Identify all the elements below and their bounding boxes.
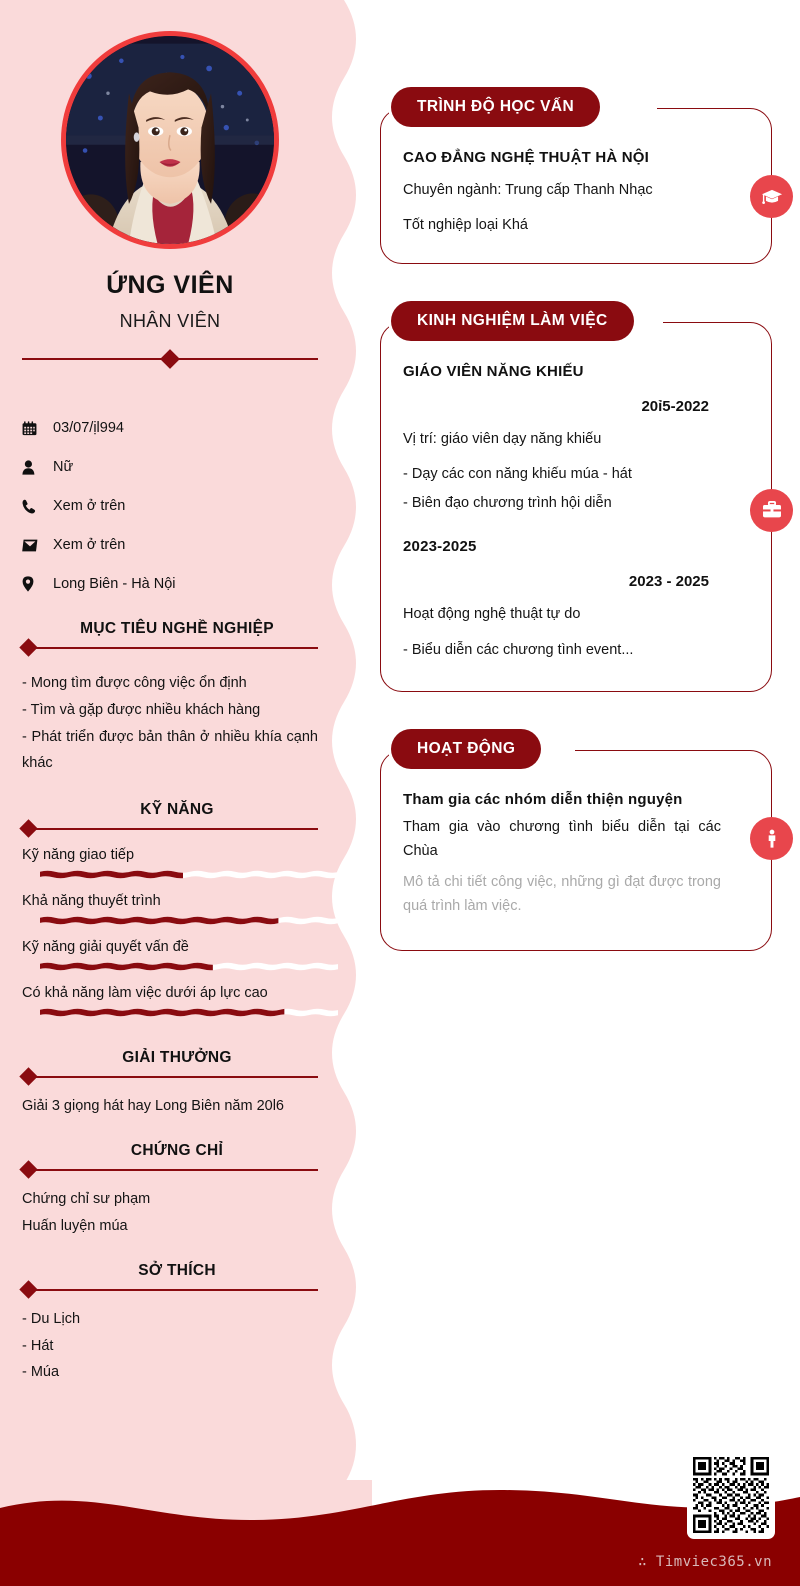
- contact-item-address: [22, 574, 318, 594]
- award-line: Giải 3 giọng hát hay Long Biên năm 20l6: [22, 1098, 284, 1115]
- contact-value: Xem ở trên: [53, 498, 126, 514]
- section-header: [22, 1049, 318, 1083]
- section-skills: [22, 801, 318, 1019]
- activities-card-wrap: [372, 740, 800, 951]
- header-diamond: [19, 1160, 37, 1178]
- experience-card: [380, 311, 772, 692]
- job-bullet: - Biên đạo chương trình hội diễn: [403, 494, 612, 511]
- contact-item-gender: [22, 457, 318, 477]
- hobby-line: - Hát: [22, 1337, 54, 1354]
- education-school: CAO ĐẲNG NGHỆ THUẬT HÀ NỘI: [403, 149, 650, 166]
- section-title-experience: KINH NGHIỆM LÀM VIỆC: [391, 301, 634, 341]
- phone-icon: [22, 499, 44, 514]
- certificate-line: Chứng chỉ sư phạm: [22, 1191, 151, 1208]
- contact-value: Nữ: [53, 459, 74, 475]
- section-title-education: TRÌNH ĐỘ HỌC VẤN: [391, 87, 600, 127]
- section-header: [22, 1142, 318, 1176]
- skill-bar: [40, 868, 338, 881]
- hobby-line: - Du Lịch: [22, 1310, 81, 1327]
- job-date: 20ỉ5-2022: [641, 397, 709, 415]
- section-objective: [22, 620, 318, 777]
- skill-item: [22, 985, 318, 1019]
- job-position: Vị trí: giáo viên dạy năng khiếu: [403, 430, 602, 447]
- contact-list: [22, 418, 318, 594]
- section-certificates: [22, 1142, 318, 1240]
- contact-value: Long Biên - Hà Nội: [53, 576, 176, 592]
- section-hobbies: [22, 1262, 318, 1386]
- objective-line: - Mong tìm được công việc ổn định: [22, 675, 247, 691]
- section-title: GIẢI THƯỞNG: [122, 1049, 232, 1067]
- contact-item-email: [22, 535, 318, 555]
- section-header: [22, 801, 318, 835]
- skill-bar: [40, 914, 338, 927]
- experience-card-wrap: [372, 311, 800, 692]
- skill-bar: [40, 1006, 338, 1019]
- footer-wave: [0, 1480, 800, 1586]
- activity-placeholder: Mô tả chi tiết công việc, những gì đạt được trong quá trình làm việc.: [403, 874, 721, 914]
- envelope-icon: [22, 539, 44, 552]
- header-line: [34, 1076, 318, 1078]
- calendar-icon: [22, 421, 44, 436]
- avatar: [61, 31, 279, 249]
- skill-label: Khả năng thuyết trình: [22, 893, 161, 910]
- skill-label: Kỹ năng giải quyết vấn đề: [22, 939, 189, 956]
- contact-value: 03/07/ịl994: [53, 420, 124, 436]
- skill-label: Có khả năng làm việc dưới áp lực cao: [22, 985, 268, 1002]
- header-diamond: [19, 820, 37, 838]
- section-header: [22, 1262, 318, 1296]
- objective-line: - Phát triển được bản thân ở nhiều khía cạnh khác: [22, 728, 318, 772]
- skill-item: [22, 847, 318, 881]
- section-header: [22, 620, 318, 654]
- footer: [0, 1480, 800, 1586]
- section-title: KỸ NĂNG: [140, 801, 214, 819]
- brand-watermark: ∴ Timviec365.vn: [638, 1554, 772, 1570]
- candidate-role: NHÂN VIÊN: [119, 311, 221, 331]
- header-diamond: [19, 1280, 37, 1298]
- certificate-line: Huấn luyện múa: [22, 1217, 128, 1234]
- skill-item: [22, 893, 318, 927]
- header-diamond: [19, 638, 37, 656]
- location-pin-icon: [22, 576, 44, 592]
- contact-item-birthdate: [22, 418, 318, 438]
- section-title: CHỨNG CHỈ: [130, 1142, 224, 1160]
- hobby-line: - Múa: [22, 1364, 60, 1381]
- job-title: 2023-2025: [403, 538, 477, 556]
- section-title: SỞ THÍCH: [138, 1261, 216, 1279]
- page-title: ỨNG VIÊN: [106, 271, 234, 299]
- section-title-activities: HOẠT ĐỘNG: [391, 729, 541, 769]
- job-position: Hoạt động nghệ thuật tự do: [403, 606, 581, 623]
- header-line: [34, 647, 318, 649]
- header-line: [34, 1289, 318, 1291]
- skill-label: Kỹ năng giao tiếp: [22, 847, 135, 864]
- education-card-wrap: [372, 98, 800, 264]
- job-date: 2023 - 2025: [628, 573, 709, 591]
- section-awards: [22, 1049, 318, 1120]
- job-bullet: - Biểu diễn các chương tình event...: [403, 641, 634, 658]
- person-standing-icon: [750, 817, 793, 860]
- job-bullet: - Dạy các con năng khiếu múa - hát: [403, 466, 632, 483]
- skill-bar: [40, 960, 338, 973]
- objective-line: - Tìm và gặp được nhiều khách hàng: [22, 701, 261, 718]
- activities-card: [380, 740, 772, 951]
- education-card: [380, 98, 772, 264]
- contact-value: Xem ở trên: [53, 537, 126, 553]
- qr-code: [687, 1451, 775, 1539]
- header-line: [34, 1169, 318, 1171]
- divider-diamond: [160, 349, 180, 369]
- activity-heading: Tham gia các nhóm diễn thiện nguyện: [403, 791, 683, 809]
- person-icon: [22, 460, 44, 475]
- job-title: GIÁO VIÊN NĂNG KHIẾU: [403, 362, 584, 380]
- sidebar: [0, 0, 372, 1500]
- education-result: Tốt nghiệp loại Khá: [403, 217, 528, 234]
- header-line: [34, 828, 318, 830]
- section-title: MỤC TIÊU NGHỀ NGHIỆP: [80, 620, 274, 637]
- skill-item: [22, 939, 318, 973]
- education-major: Chuyên ngành: Trung cấp Thanh Nhạc: [403, 182, 653, 198]
- qr-code-image: [693, 1457, 769, 1533]
- main-column: [372, 0, 800, 951]
- graduation-cap-icon: [750, 175, 793, 218]
- header-diamond: [19, 1068, 37, 1086]
- briefcase-icon: [750, 489, 793, 532]
- name-divider: [22, 352, 318, 366]
- activity-detail: Tham gia vào chương tình biểu diễn tại các Chùa: [403, 819, 721, 859]
- contact-item-phone: [22, 496, 318, 516]
- portrait-photo: [66, 36, 274, 244]
